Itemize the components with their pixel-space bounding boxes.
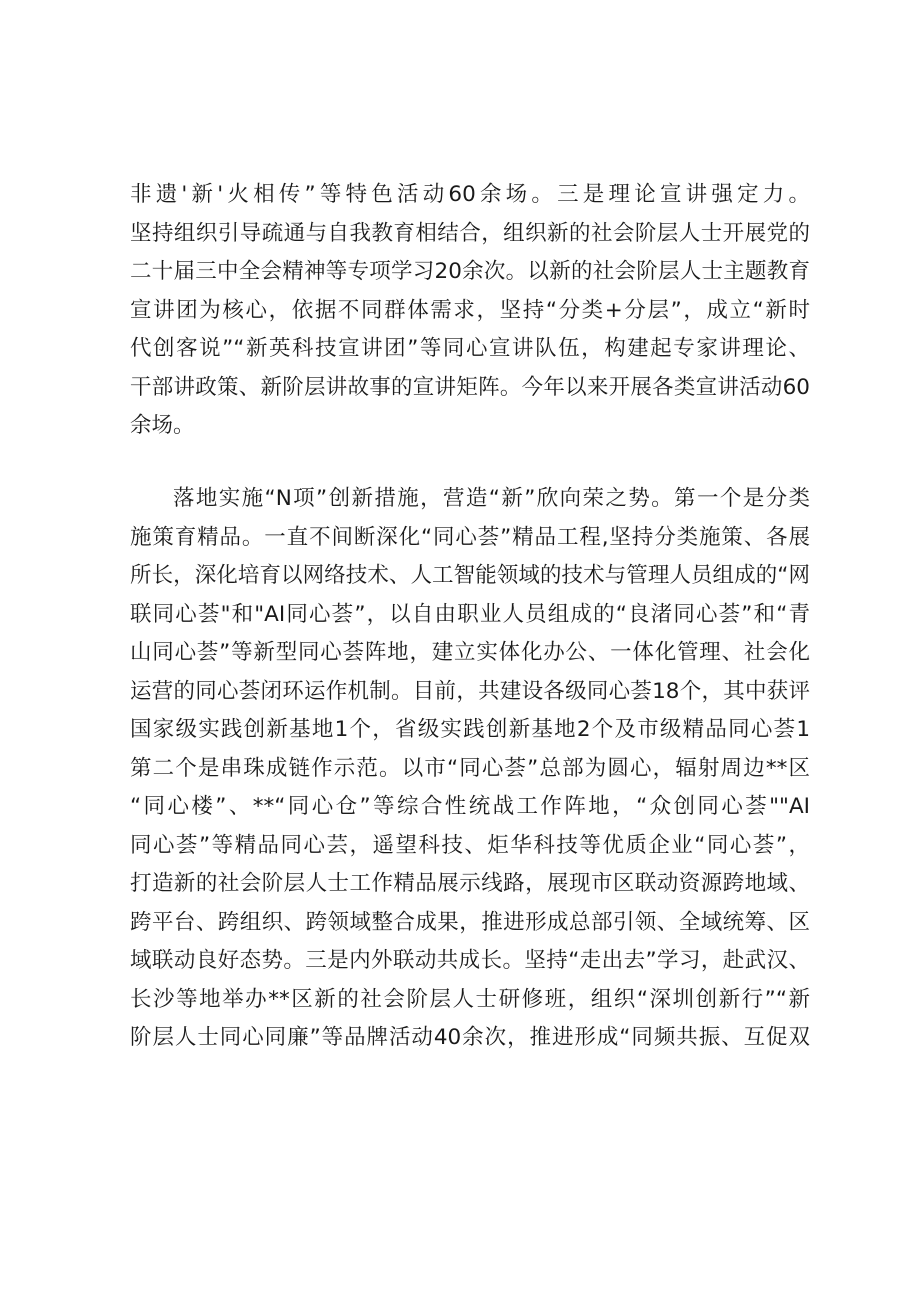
text-line: 所长，深化培育以网络技术、人工智能领域的技术与管理人员组成的“网 xyxy=(130,563,810,588)
text-line: 联同心荟"和"AI同心荟”，以自由职业人员组成的“良渚同心荟”和“青 xyxy=(130,601,810,627)
text-line: 国家级实践创新基地1个，省级实践创新基地2个及市级精品同心荟1 xyxy=(130,717,810,742)
text-line: 阶层人士同心同廉”等品牌活动40余次，推进形成“同频共振、互促双 xyxy=(130,1025,810,1050)
text-line: 二十届三中全会精神等专项学习20余次。以新的社会阶层人士主题教育 xyxy=(130,259,810,284)
text-line: 余场。 xyxy=(130,413,195,438)
text-line: 非遗'新'火相传”等特色活动60余场。三是理论宣讲强定力。 xyxy=(130,182,810,207)
text-line: 坚持组织引导疏通与自我教育相结合，组织新的社会阶层人士开展党的 xyxy=(130,220,810,246)
text-line-indented: 落地实施“N项”创新措施，营造“新”欣向荣之势。第一个是分类 xyxy=(173,486,810,511)
text-line: 长沙等地举办**区新的社会阶层人士研修班，组织“深圳创新行”“新 xyxy=(130,986,810,1012)
text-line: “同心楼”、**“同心仓”等综合性统战工作阵地，“众创同心荟""AI xyxy=(130,794,810,819)
paragraph-innovation-measures xyxy=(130,480,810,1058)
text-line: 第二个是串珠成链作示范。以市“同心荟”总部为圆心，辐射周边**区 xyxy=(130,755,810,781)
paragraph-theory-lectures xyxy=(130,176,810,446)
text-line: 干部讲政策、新阶层讲故事的宣讲矩阵。今年以来开展各类宣讲活动60 xyxy=(130,374,810,400)
text-line: 山同心荟”等新型同心荟阵地，建立实体化办公、一体化管理、社会化 xyxy=(130,640,810,665)
text-line: 打造新的社会阶层人士工作精品展示线路，展现市区联动资源跨地域、 xyxy=(130,871,810,896)
text-line: 代创客说”“新英科技宣讲团”等同心宣讲队伍，构建起专家讲理论、 xyxy=(130,336,810,361)
text-line: 运营的同心荟闭环运作机制。目前，共建设各级同心荟18个，其中获评 xyxy=(130,678,810,704)
text-line: 宣讲团为核心，依据不同群体需求，坚持“分类+分层”，成立“新时 xyxy=(130,297,810,323)
text-line: 同心荟”等精品同心芸，遥望科技、炬华科技等优质企业“同心荟”， xyxy=(130,832,810,858)
text-line: 跨平台、跨组织、跨领域整合成果，推进形成总部引领、全域统筹、区 xyxy=(130,909,810,935)
text-line: 域联动良好态势。三是内外联动共成长。坚持“走出去”学习，赴武汉、 xyxy=(130,948,810,973)
text-line: 施策育精品。一直不间断深化“同心荟”精品工程,坚持分类施策、各展 xyxy=(130,524,810,550)
